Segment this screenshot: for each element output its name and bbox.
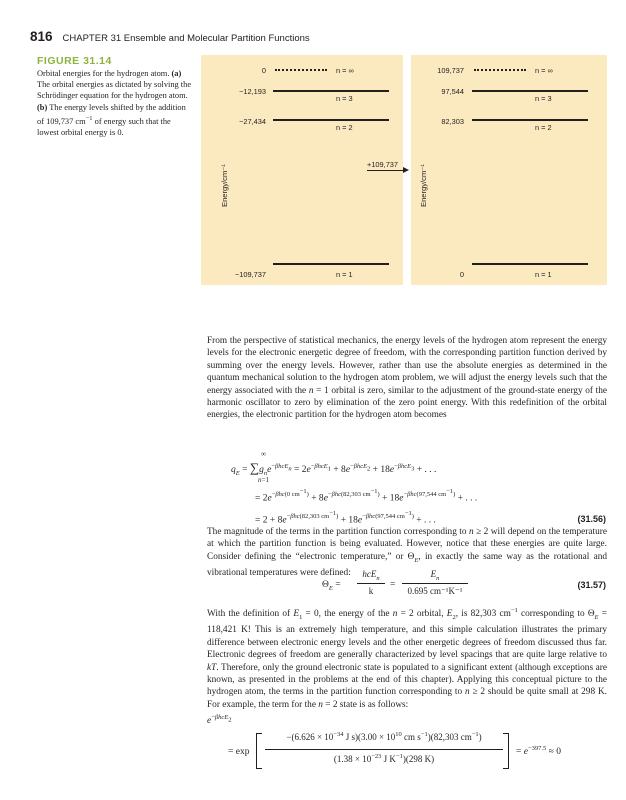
page-number: 816 [30,29,53,44]
left-level-n: n = 2 [336,123,353,132]
right-level-line [472,90,588,92]
right-level-line [472,263,588,265]
fraction-denominator: k [368,586,374,596]
left-level-line-dotted [275,69,327,71]
paragraph-1: From the perspective of statistical mechanics, the energy levels of the hydrogen atom represent the energy levels for the electronic energetic degree of freedom, with the corresponding partition function derived by summing over the energy levels. However, rather than use the absolute energies as determined in the quantum mechanical solution to the hydrogen atom problem, we will adjust the energy levels such that the energy associated with the n = 1 orbital is zero, similar to the adjustment of the ground-state energy of the harmonic oscillator to zero by elimination of the zero point energy. With this redefinition of the orbital energies, the electronic partition for the hydrogen atom becomes [207,336,607,421]
fraction-bar [402,583,468,584]
fraction-numerator: $E_n$ [430,569,440,582]
shift-label: +109,737 [367,160,399,169]
equation-number: (31.57) [577,580,606,590]
right-level-n: n = ∞ [535,66,553,75]
fraction-numerator: hcE$_n$ [362,569,380,582]
left-bracket [256,733,262,769]
final-equation-lhs: $e^{-\beta hcE_2}$ [207,714,232,727]
final-fraction-numerator: $-(6.626 \times 10^{-34}$ J $s)(3.00 \times 10^{10}$ cm $s^{-1})(82,303$ $cm^{-1}$) [286,731,482,742]
shift-arrow [367,170,407,171]
fraction-bar [265,749,503,750]
fraction-bar [357,583,385,584]
right-axis-label: Energy/cm⁻¹ [419,164,428,207]
paragraph-3: With the definition of $E_1 = 0$, the energy of the n = 2 orbital, $E_2$, is 82,303 $cm^{-1}$ corresponding to $\Theta_E = 118,421$ K! This is an extremely high temperature, and this simple calculation illustrates the primary difference between electronic energy levels and the other energetic degrees of freedom discussed thus far. Electronic degrees of freedom are generally characterized by level spacings that are quite large relative to kT. Therefore, only the ground electronic state is populated to a significant extent (although exceptions are known, as presented in the problems at the end of this chapter). Applying this conceptual picture to the hydrogen atom, the terms in the partition function corresponding to n ≥ 2 should be quite small at 298 K. For example, the term for the n = 2 state is as follows: [207,607,607,710]
right-level-n: n = 3 [535,94,552,103]
right-level-line-dotted [474,69,526,71]
equation-56-line-1: $q_E = \sum g_ne^{-\beta hcE_n} = 2e^{-\beta hcE_1} + 8e^{-\beta hcE_2} + 18e^{-\beta hcE_3}$ + . . . [231,460,437,477]
figure-label: FIGURE 31.14 [37,55,112,67]
final-fraction-denominator: ($1.38 \times 10^{-23}$ J $K^{-1})(298$ K) [333,753,435,764]
left-axis-label: Energy/cm⁻¹ [220,164,229,207]
left-level-n: n = 3 [336,94,353,103]
right-level-energy: 0 [459,270,464,279]
equation-56-line-2: = $2e^{-\beta hc(0 cm^{-1})} + 8e^{-\beta hc(82,303 cm^{-1})} + 18e^{-\beta hc(97,544 cm^{-1})}$ + . . . [255,488,478,504]
right-level-n: n = 2 [535,123,552,132]
fraction-denominator: 0.695 cm⁻¹K⁻¹ [407,586,463,596]
left-level-line [273,90,389,92]
left-level-n: n = ∞ [336,66,354,75]
left-level-n: n = 1 [336,270,353,279]
right-bracket [503,733,509,769]
sum-lower-limit: n=1 [258,476,269,484]
left-level-energy: −27,434 [239,117,266,126]
page-header [30,28,310,46]
equals-sign: = [390,580,396,590]
final-equation-exp: = exp [228,747,250,757]
right-level-energy: 97,544 [441,87,464,96]
paragraph-2: The magnitude of the terms in the partition function corresponding to n ≥ 2 will depend on the temperature at which the partition function is being evaluated. However, notice that these energies are quite large. Consider defining the “electronic temperature,” or $\Theta_E$, in exactly the same way as the rotational and vibrational temperatures were defined: [207,527,608,579]
left-level-line [273,119,389,121]
left-level-energy: −109,737 [234,270,266,279]
left-level-energy: −12,193 [239,87,266,96]
right-level-n: n = 1 [535,270,552,279]
figure-caption: Orbital energies for the hydrogen atom. (a) The orbital energies as dictated by solving the Schrödinger equation for the hydrogen atom. (b) The energy levels shifted by the addition of 109,737 $cm^{-1}$ of energy such that the lowest orbital energy is 0. [37,69,192,137]
equation-57-lhs: $\Theta_E$ = [322,580,341,592]
chapter-title: CHAPTER 31 Ensemble and Molecular Partition Functions [62,33,310,44]
left-level-line [273,263,389,265]
right-level-energy: 82,303 [441,117,464,126]
right-level-line [472,119,588,121]
left-level-energy: 0 [261,66,266,75]
equation-number: (31.56) [577,514,606,524]
right-level-energy: 109,737 [437,66,464,75]
equation-56-line-3: = $2 + 8e^{-\beta hc(82,303 cm^{-1})} + 18e^{-\beta hc(97,544 cm^{-1})}$ + . . . [255,510,436,526]
final-equation-result: = $e^{-397.5} \approx 0$ [516,745,561,758]
sum-upper-limit: ∞ [261,450,266,458]
